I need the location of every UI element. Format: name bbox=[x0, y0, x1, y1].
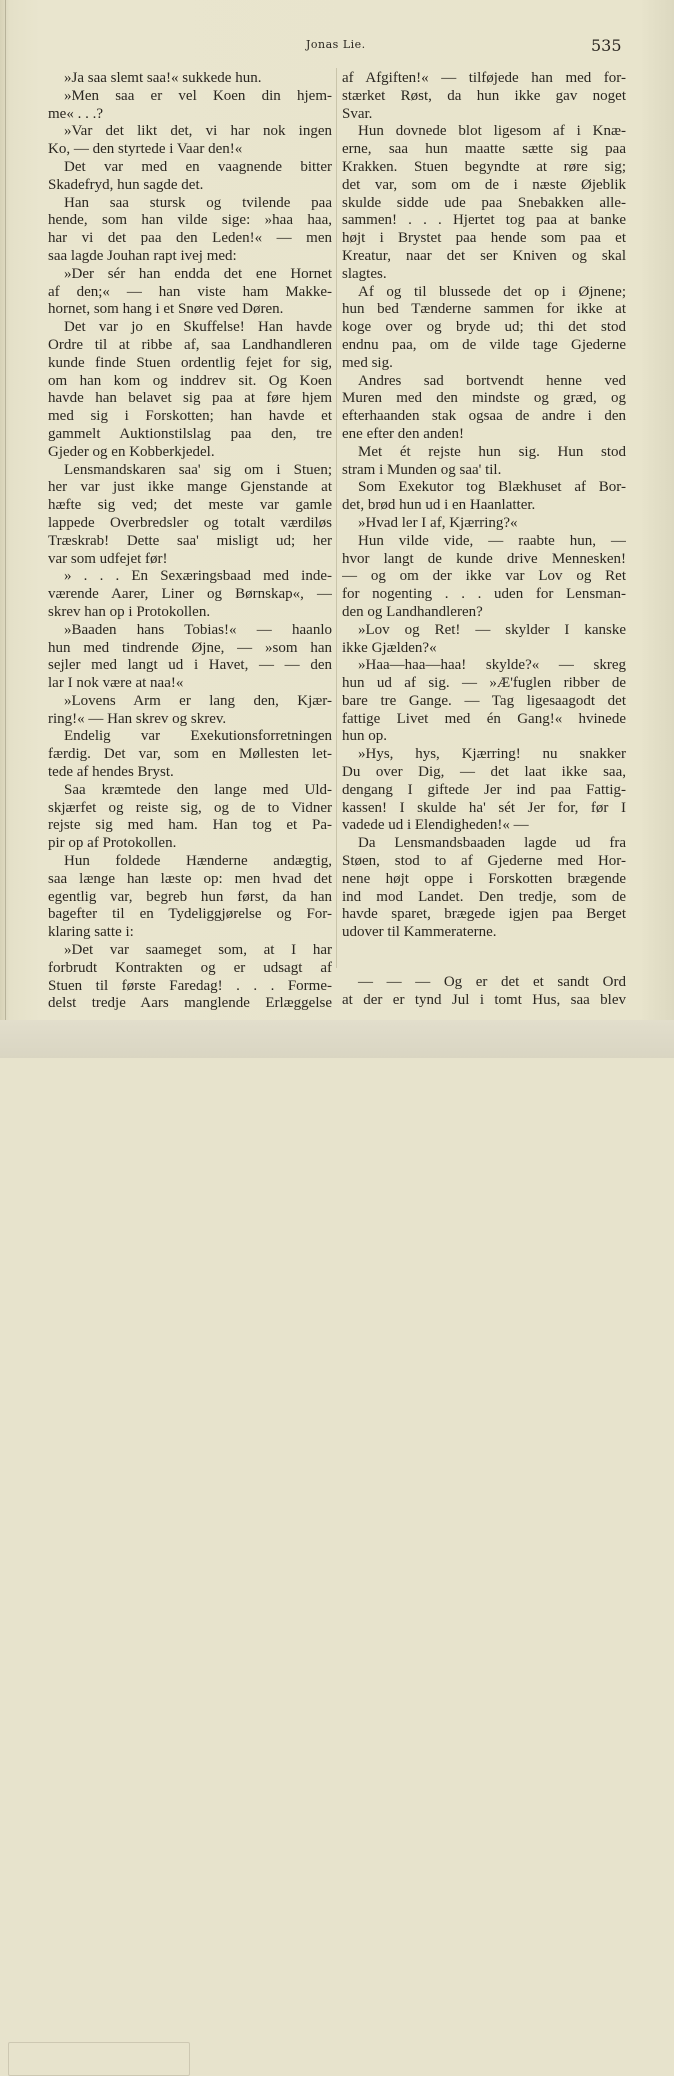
text-line: med sig. bbox=[342, 354, 393, 371]
text-line: erne, saa hun maatte sætte sig paa bbox=[342, 141, 626, 158]
text-line: Det var jo en Skuffelse! Han havde bbox=[64, 319, 332, 336]
text-line: fattige Livet med én Gang!« hvinede bbox=[342, 710, 626, 727]
text-line: Det var med en vaagnende bitter bbox=[64, 158, 332, 175]
scan-edge-mark bbox=[8, 2042, 190, 2076]
text-line: »Ja saa slemt saa!« sukkede hun. bbox=[64, 70, 262, 86]
text-line: Muren med den mindste og græd, og bbox=[342, 390, 626, 407]
text-line: »Lovens Arm er lang den, Kjær- bbox=[64, 692, 332, 709]
left-column bbox=[48, 70, 332, 1013]
text-line: Da Lensmandsbaaden lagde ud fra bbox=[358, 835, 626, 852]
text-line: værende Aarer, Liner og Børnskap«, — bbox=[48, 586, 332, 603]
text-line: Svar. bbox=[342, 105, 373, 122]
text-line: Ko, — den styrtede i Vaar den!« bbox=[48, 141, 243, 158]
text-line: kassen! I skulde ha' sét Jer for, før I bbox=[342, 799, 626, 816]
text-line: Som Exekutor tog Blækhuset af Bor- bbox=[358, 479, 626, 496]
text-line: slagtes. bbox=[342, 265, 387, 282]
text-line: har vi det paa den Leden!« — men bbox=[48, 230, 332, 247]
text-line: udover til Kammeraterne. bbox=[342, 924, 497, 941]
text-line: ind mod Landet. Den tredje, som de bbox=[342, 888, 626, 905]
text-line: efterhaanden stak ogsaa de andre i den bbox=[342, 408, 626, 425]
text-line: endnu paa, om de vilde tage Gjederne bbox=[342, 336, 626, 353]
text-line: det var, som om de i næste Øjeblik bbox=[342, 176, 626, 193]
text-line: bare tre Gange. — Tag ligesaagodt det bbox=[342, 692, 626, 709]
text-line: Støen, stod to af Gjederne med Hor- bbox=[342, 853, 626, 870]
text-line: hun med tindrende Øjne, — »som han bbox=[48, 639, 332, 656]
text-line: Met ét rejste hun sig. Hun stod bbox=[358, 443, 626, 460]
text-line: gammelt Auktionstilslag paa den, tre bbox=[48, 425, 332, 442]
text-line: Skadefryd, hun sagde det. bbox=[48, 176, 204, 193]
text-line: vadede ud i Elendigheden!« — bbox=[342, 817, 529, 834]
text-line: — — — Og er det et sandt Ord bbox=[358, 974, 626, 991]
text-line: bagefter til en Tydeliggjørelse og For- bbox=[48, 906, 332, 923]
text-line: Du over Dig, — det laat ikke saa, bbox=[342, 764, 626, 781]
text-line: hæfte sig ved; det meste var gamle bbox=[48, 497, 332, 514]
text-line: af den;« — han viste ham Makke- bbox=[48, 283, 332, 300]
text-line: »Var det likt det, vi har nok ingen bbox=[64, 123, 332, 140]
text-line: hende, som han vilde sige: »haa haa, bbox=[48, 212, 332, 229]
text-line: — og om der ikke var Lov og Ret bbox=[342, 568, 626, 585]
text-line: »Men saa er vel Koen din hjem- bbox=[64, 87, 332, 104]
text-line: var som udfejet før! bbox=[48, 550, 168, 567]
text-line: med sig i Forskotten; han havde et bbox=[48, 408, 332, 425]
text-line: havde han belavet sig paa at føre hjem bbox=[48, 390, 332, 407]
text-line: Stuen til første Faredag! . . . Forme- bbox=[48, 977, 332, 994]
text-line: ring!« — Han skrev og skrev. bbox=[48, 710, 227, 727]
text-line: hun bed Tænderne sammen for ikke at bbox=[342, 301, 626, 318]
text-line: »Haa—haa—haa! skylde?« — skreg bbox=[358, 657, 626, 674]
text-line: færdig. Det var, som en Møllesten let- bbox=[48, 746, 332, 763]
text-line: om han kom og inddrev sit. Og Koen bbox=[48, 372, 332, 389]
text-line: Saa kræmtede den lange med Uld- bbox=[64, 781, 332, 798]
text-line: Hun dovnede blot ligesom af i Knæ- bbox=[358, 123, 626, 140]
text-line: stram i Munden og saa' til. bbox=[342, 461, 502, 478]
text-line: skrev han op i Protokollen. bbox=[48, 603, 211, 620]
text-line: saa længe han læste op: men hvad det bbox=[48, 870, 332, 887]
text-line: Lensmandskaren saa' sig om i Stuen; bbox=[64, 461, 332, 478]
text-line: Endelig var Exekutionsforretningen bbox=[64, 728, 332, 745]
text-line: det, brød hun ud i en Haanlatter. bbox=[342, 497, 536, 514]
text-line: »Baaden hans Tobias!« — haanlo bbox=[64, 621, 332, 638]
text-line: Gjeder og en Kobberkjedel. bbox=[48, 443, 215, 460]
text-line: dengang I giftede Jer ind paa Fattig- bbox=[342, 781, 626, 798]
text-line: for nogenting . . . uden for Lensman- bbox=[342, 586, 626, 603]
text-line: Krakken. Stuen begyndte at røre sig; bbox=[342, 158, 626, 175]
section-break bbox=[342, 942, 626, 974]
text-line: lar I nok være at naa!« bbox=[48, 675, 184, 692]
binding-edge bbox=[5, 0, 6, 1058]
page-number: 535 bbox=[591, 36, 622, 55]
text-line: hornet, som hang i et Snøre ved Døren. bbox=[48, 301, 284, 318]
text-line: ene efter den anden! bbox=[342, 425, 465, 442]
text-line: hun ud af sig. — »Æ'fuglen ribber de bbox=[342, 675, 626, 692]
text-line: »Lov og Ret! — skylder I kanske bbox=[358, 621, 626, 638]
running-head: Jonas Lie. bbox=[306, 38, 366, 51]
text-line: hvor langt de kunde drive Mennesken! bbox=[342, 550, 626, 567]
text-line: kunde finde Stuen ordentlig fejet for sig, bbox=[48, 354, 332, 371]
text-line: sammen! . . . Hjertet tog paa at banke bbox=[342, 212, 626, 229]
text-line: Træskrab! Dette saa' misligt ud; her bbox=[48, 532, 332, 549]
text-line: Hun vilde vide, — raabte hun, — bbox=[358, 532, 626, 549]
text-line: »Hvad ler I af, Kjærring?« bbox=[358, 514, 518, 531]
text-line: klaring satte i: bbox=[48, 924, 134, 941]
text-line: koge over og bryde ud; thi det stod bbox=[342, 319, 626, 336]
text-line: skjærfet og reiste sig, og de to Vidner bbox=[48, 799, 332, 816]
text-line: Han saa stursk og tvilende paa bbox=[64, 194, 332, 211]
text-line: nene højt oppe i Forskotten brægende bbox=[342, 870, 626, 887]
text-line: den og Landhandleren? bbox=[342, 603, 483, 620]
page-bottom-edge bbox=[0, 1020, 674, 1058]
text-line: rejste sig med ham. Han tog et Pa- bbox=[48, 817, 332, 834]
text-line: »Det var saameget som, at I har bbox=[64, 942, 332, 959]
text-line: ikke Gjælden?« bbox=[342, 639, 437, 656]
text-line: egentlig var, begreb hun først, da han bbox=[48, 888, 332, 905]
text-line: her var just ikke mange Gjenstande at bbox=[48, 479, 332, 496]
text-line: havde sparet, brægede igjen paa Berget bbox=[342, 906, 626, 923]
text-line: »Der sér han endda det ene Hornet bbox=[64, 265, 332, 282]
text-line: Af og til blussede det op i Øjnene; bbox=[358, 283, 626, 300]
text-line: tede af hendes Bryst. bbox=[48, 764, 174, 781]
text-line: at der er tynd Jul i tomt Hus, saa blev bbox=[342, 991, 626, 1008]
text-line: stærket Røst, da hun ikke gav noget bbox=[342, 87, 626, 104]
text-line: hun op. bbox=[342, 728, 387, 745]
text-line: skulde sidde ude paa Snebakken alle- bbox=[342, 194, 626, 211]
text-line: me« . . .? bbox=[48, 105, 103, 122]
text-line: af Afgiften!« — tilføjede han med for- bbox=[342, 70, 626, 86]
right-column bbox=[342, 70, 626, 1010]
text-line: »Hys, hys, Kjærring! nu snakker bbox=[358, 746, 626, 763]
text-line: lappede Overbredsler og totalt værdiløs bbox=[48, 514, 332, 531]
text-line: Hun foldede Hænderne andægtig, bbox=[64, 853, 332, 870]
text-line: » . . . En Sexæringsbaad med inde- bbox=[64, 568, 332, 585]
column-divider bbox=[336, 68, 337, 968]
text-line: forbrudt Kontrakten og er udsagt af bbox=[48, 959, 332, 976]
page-header bbox=[0, 38, 674, 58]
text-line: saa lagde Jouhan rapt ivej med: bbox=[48, 247, 237, 264]
text-line: Andres sad bortvendt henne ved bbox=[358, 372, 626, 389]
text-line: Kreatur, naar det ser Kniven og skal bbox=[342, 247, 626, 264]
text-line: højt i Brystet paa hende som paa et bbox=[342, 230, 626, 247]
text-line: delst tredje Aars manglende Erlæggelse bbox=[48, 995, 332, 1012]
text-line: sejler med langt ud i Havet, — — den bbox=[48, 657, 332, 674]
text-line: pir op af Protokollen. bbox=[48, 835, 177, 852]
text-line: Ordre til at ribbe af, saa Landhandleren bbox=[48, 336, 332, 353]
